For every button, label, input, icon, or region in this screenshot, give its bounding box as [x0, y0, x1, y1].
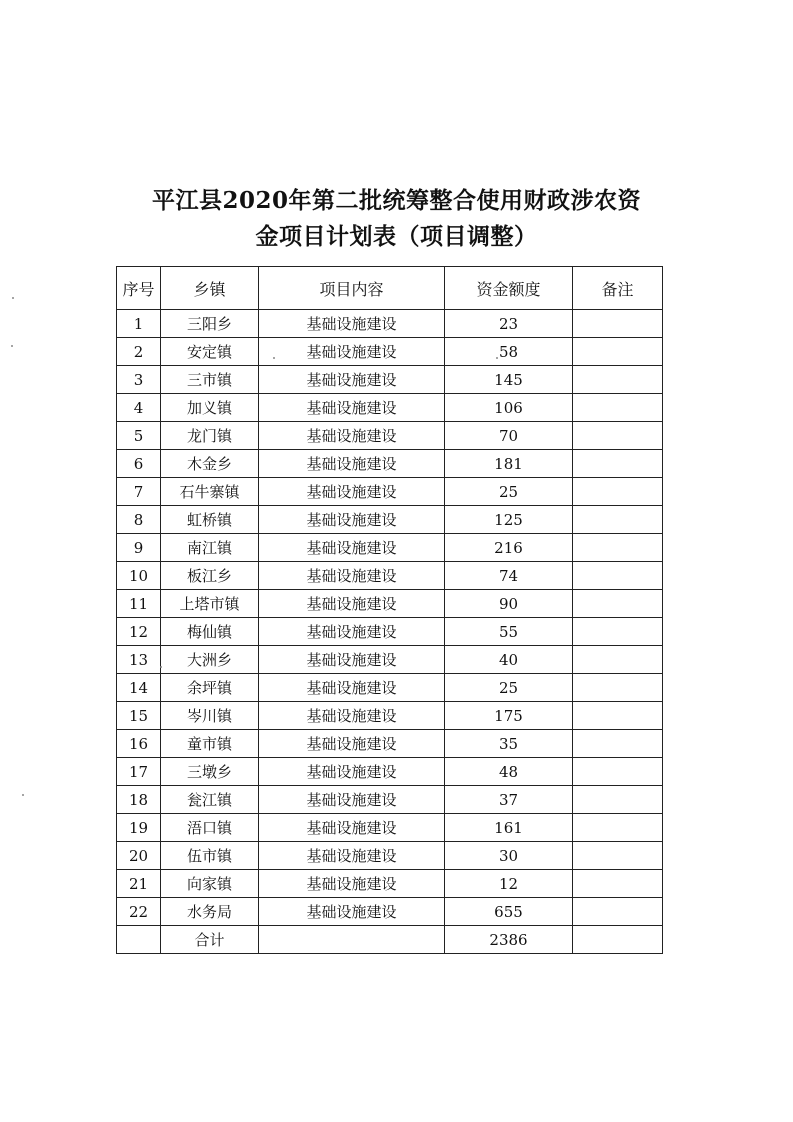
row-town: 瓮江镇 [161, 786, 259, 814]
row-amount: 35 [445, 730, 573, 758]
table-row [117, 674, 663, 702]
row-number: 12 [117, 618, 161, 646]
row-note [573, 562, 663, 590]
header-town: 乡镇 [161, 267, 259, 310]
row-town: 三阳乡 [161, 310, 259, 338]
row-note [573, 898, 663, 926]
row-note [573, 450, 663, 478]
row-note [573, 786, 663, 814]
row-amount: 74 [445, 562, 573, 590]
row-number: 20 [117, 842, 161, 870]
row-number: 5 [117, 422, 161, 450]
row-amount: 58 [445, 338, 573, 366]
row-town: 三市镇 [161, 366, 259, 394]
table-row [117, 562, 663, 590]
row-content: 基础设施建设 [259, 870, 445, 898]
row-amount: 23 [445, 310, 573, 338]
header-content: 项目内容 [259, 267, 445, 310]
scan-speck [12, 297, 14, 299]
row-town: 南江镇 [161, 534, 259, 562]
row-number: 13 [117, 646, 161, 674]
row-note [573, 590, 663, 618]
row-amount: 25 [445, 478, 573, 506]
row-number: 4 [117, 394, 161, 422]
row-number: 15 [117, 702, 161, 730]
row-note [573, 758, 663, 786]
row-content: 基础设施建设 [259, 842, 445, 870]
row-note [573, 310, 663, 338]
row-note [573, 702, 663, 730]
header-amount: 资金额度 [445, 267, 573, 310]
row-content: 基础设施建设 [259, 534, 445, 562]
row-amount: 216 [445, 534, 573, 562]
row-content: 基础设施建设 [259, 730, 445, 758]
row-amount: 40 [445, 646, 573, 674]
row-number: 3 [117, 366, 161, 394]
row-content: 基础设施建设 [259, 366, 445, 394]
row-number: 11 [117, 590, 161, 618]
row-content: 基础设施建设 [259, 394, 445, 422]
row-content: 基础设施建设 [259, 674, 445, 702]
row-town: 上塔市镇 [161, 590, 259, 618]
row-content: 基础设施建设 [259, 450, 445, 478]
row-content: 基础设施建设 [259, 618, 445, 646]
table-row [117, 366, 663, 394]
row-town: 板江乡 [161, 562, 259, 590]
row-note [573, 730, 663, 758]
table-row [117, 506, 663, 534]
row-number: 18 [117, 786, 161, 814]
total-row [117, 926, 663, 954]
row-note [573, 534, 663, 562]
project-plan-table [116, 266, 663, 954]
row-note [573, 506, 663, 534]
table-row [117, 534, 663, 562]
row-note [573, 366, 663, 394]
table-row [117, 842, 663, 870]
row-town: 石牛寨镇 [161, 478, 259, 506]
header-note: 备注 [573, 267, 663, 310]
row-town: 童市镇 [161, 730, 259, 758]
table-row [117, 646, 663, 674]
table-row [117, 814, 663, 842]
row-content: 基础设施建设 [259, 758, 445, 786]
row-note [573, 394, 663, 422]
table-row [117, 786, 663, 814]
table-row [117, 450, 663, 478]
title-line-1: 平江县2020年第二批统筹整合使用财政涉农资 [151, 187, 641, 214]
row-number: 16 [117, 730, 161, 758]
row-note [573, 618, 663, 646]
row-amount: 70 [445, 422, 573, 450]
row-amount: 106 [445, 394, 573, 422]
scan-speck [160, 666, 162, 668]
row-number: 8 [117, 506, 161, 534]
row-amount: 161 [445, 814, 573, 842]
table-row [117, 898, 663, 926]
total-no-cell [117, 926, 161, 954]
title-line-2: 金项目计划表（项目调整） [255, 223, 538, 250]
table-header-row [117, 267, 663, 310]
row-content: 基础设施建设 [259, 814, 445, 842]
total-content-cell [259, 926, 445, 954]
table-row [117, 422, 663, 450]
total-label: 合计 [161, 926, 259, 954]
table-row [117, 478, 663, 506]
table-row [117, 394, 663, 422]
row-content: 基础设施建设 [259, 646, 445, 674]
row-amount: 48 [445, 758, 573, 786]
row-content: 基础设施建设 [259, 590, 445, 618]
row-number: 14 [117, 674, 161, 702]
table-row [117, 310, 663, 338]
row-town: 余坪镇 [161, 674, 259, 702]
row-town: 岑川镇 [161, 702, 259, 730]
row-content: 基础设施建设 [259, 506, 445, 534]
table-row [117, 702, 663, 730]
row-amount: 125 [445, 506, 573, 534]
row-number: 10 [117, 562, 161, 590]
row-number: 2 [117, 338, 161, 366]
row-number: 7 [117, 478, 161, 506]
row-town: 加义镇 [161, 394, 259, 422]
row-content: 基础设施建设 [259, 478, 445, 506]
row-amount: 90 [445, 590, 573, 618]
row-amount: 145 [445, 366, 573, 394]
row-town: 大洲乡 [161, 646, 259, 674]
table-row [117, 338, 663, 366]
row-town: 三墩乡 [161, 758, 259, 786]
table-row [117, 618, 663, 646]
row-content: 基础设施建设 [259, 338, 445, 366]
total-note-cell [573, 926, 663, 954]
row-note [573, 674, 663, 702]
table-row [117, 590, 663, 618]
row-note [573, 842, 663, 870]
scan-speck [22, 794, 24, 796]
row-amount: 30 [445, 842, 573, 870]
row-number: 1 [117, 310, 161, 338]
scan-speck [496, 357, 498, 359]
scan-speck [11, 345, 13, 347]
row-note [573, 646, 663, 674]
row-amount: 12 [445, 870, 573, 898]
row-amount: 655 [445, 898, 573, 926]
table-row [117, 730, 663, 758]
row-town: 向家镇 [161, 870, 259, 898]
row-town: 浯口镇 [161, 814, 259, 842]
row-number: 6 [117, 450, 161, 478]
row-amount: 37 [445, 786, 573, 814]
row-note [573, 478, 663, 506]
row-content: 基础设施建设 [259, 898, 445, 926]
row-number: 22 [117, 898, 161, 926]
row-content: 基础设施建设 [259, 786, 445, 814]
row-town: 梅仙镇 [161, 618, 259, 646]
row-note [573, 870, 663, 898]
document-title [0, 183, 793, 255]
scan-speck [273, 357, 275, 359]
row-town: 伍市镇 [161, 842, 259, 870]
row-amount: 181 [445, 450, 573, 478]
row-amount: 25 [445, 674, 573, 702]
row-note [573, 422, 663, 450]
header-no: 序号 [117, 267, 161, 310]
row-town: 木金乡 [161, 450, 259, 478]
row-amount: 55 [445, 618, 573, 646]
row-content: 基础设施建设 [259, 422, 445, 450]
total-amount: 2386 [445, 926, 573, 954]
table-row [117, 870, 663, 898]
row-town: 水务局 [161, 898, 259, 926]
row-town: 安定镇 [161, 338, 259, 366]
row-number: 17 [117, 758, 161, 786]
row-note [573, 814, 663, 842]
row-town: 虹桥镇 [161, 506, 259, 534]
table-row [117, 758, 663, 786]
row-number: 19 [117, 814, 161, 842]
row-number: 9 [117, 534, 161, 562]
row-number: 21 [117, 870, 161, 898]
row-note [573, 338, 663, 366]
row-town: 龙门镇 [161, 422, 259, 450]
row-content: 基础设施建设 [259, 562, 445, 590]
row-amount: 175 [445, 702, 573, 730]
row-content: 基础设施建设 [259, 310, 445, 338]
row-content: 基础设施建设 [259, 702, 445, 730]
table-body [117, 310, 663, 926]
